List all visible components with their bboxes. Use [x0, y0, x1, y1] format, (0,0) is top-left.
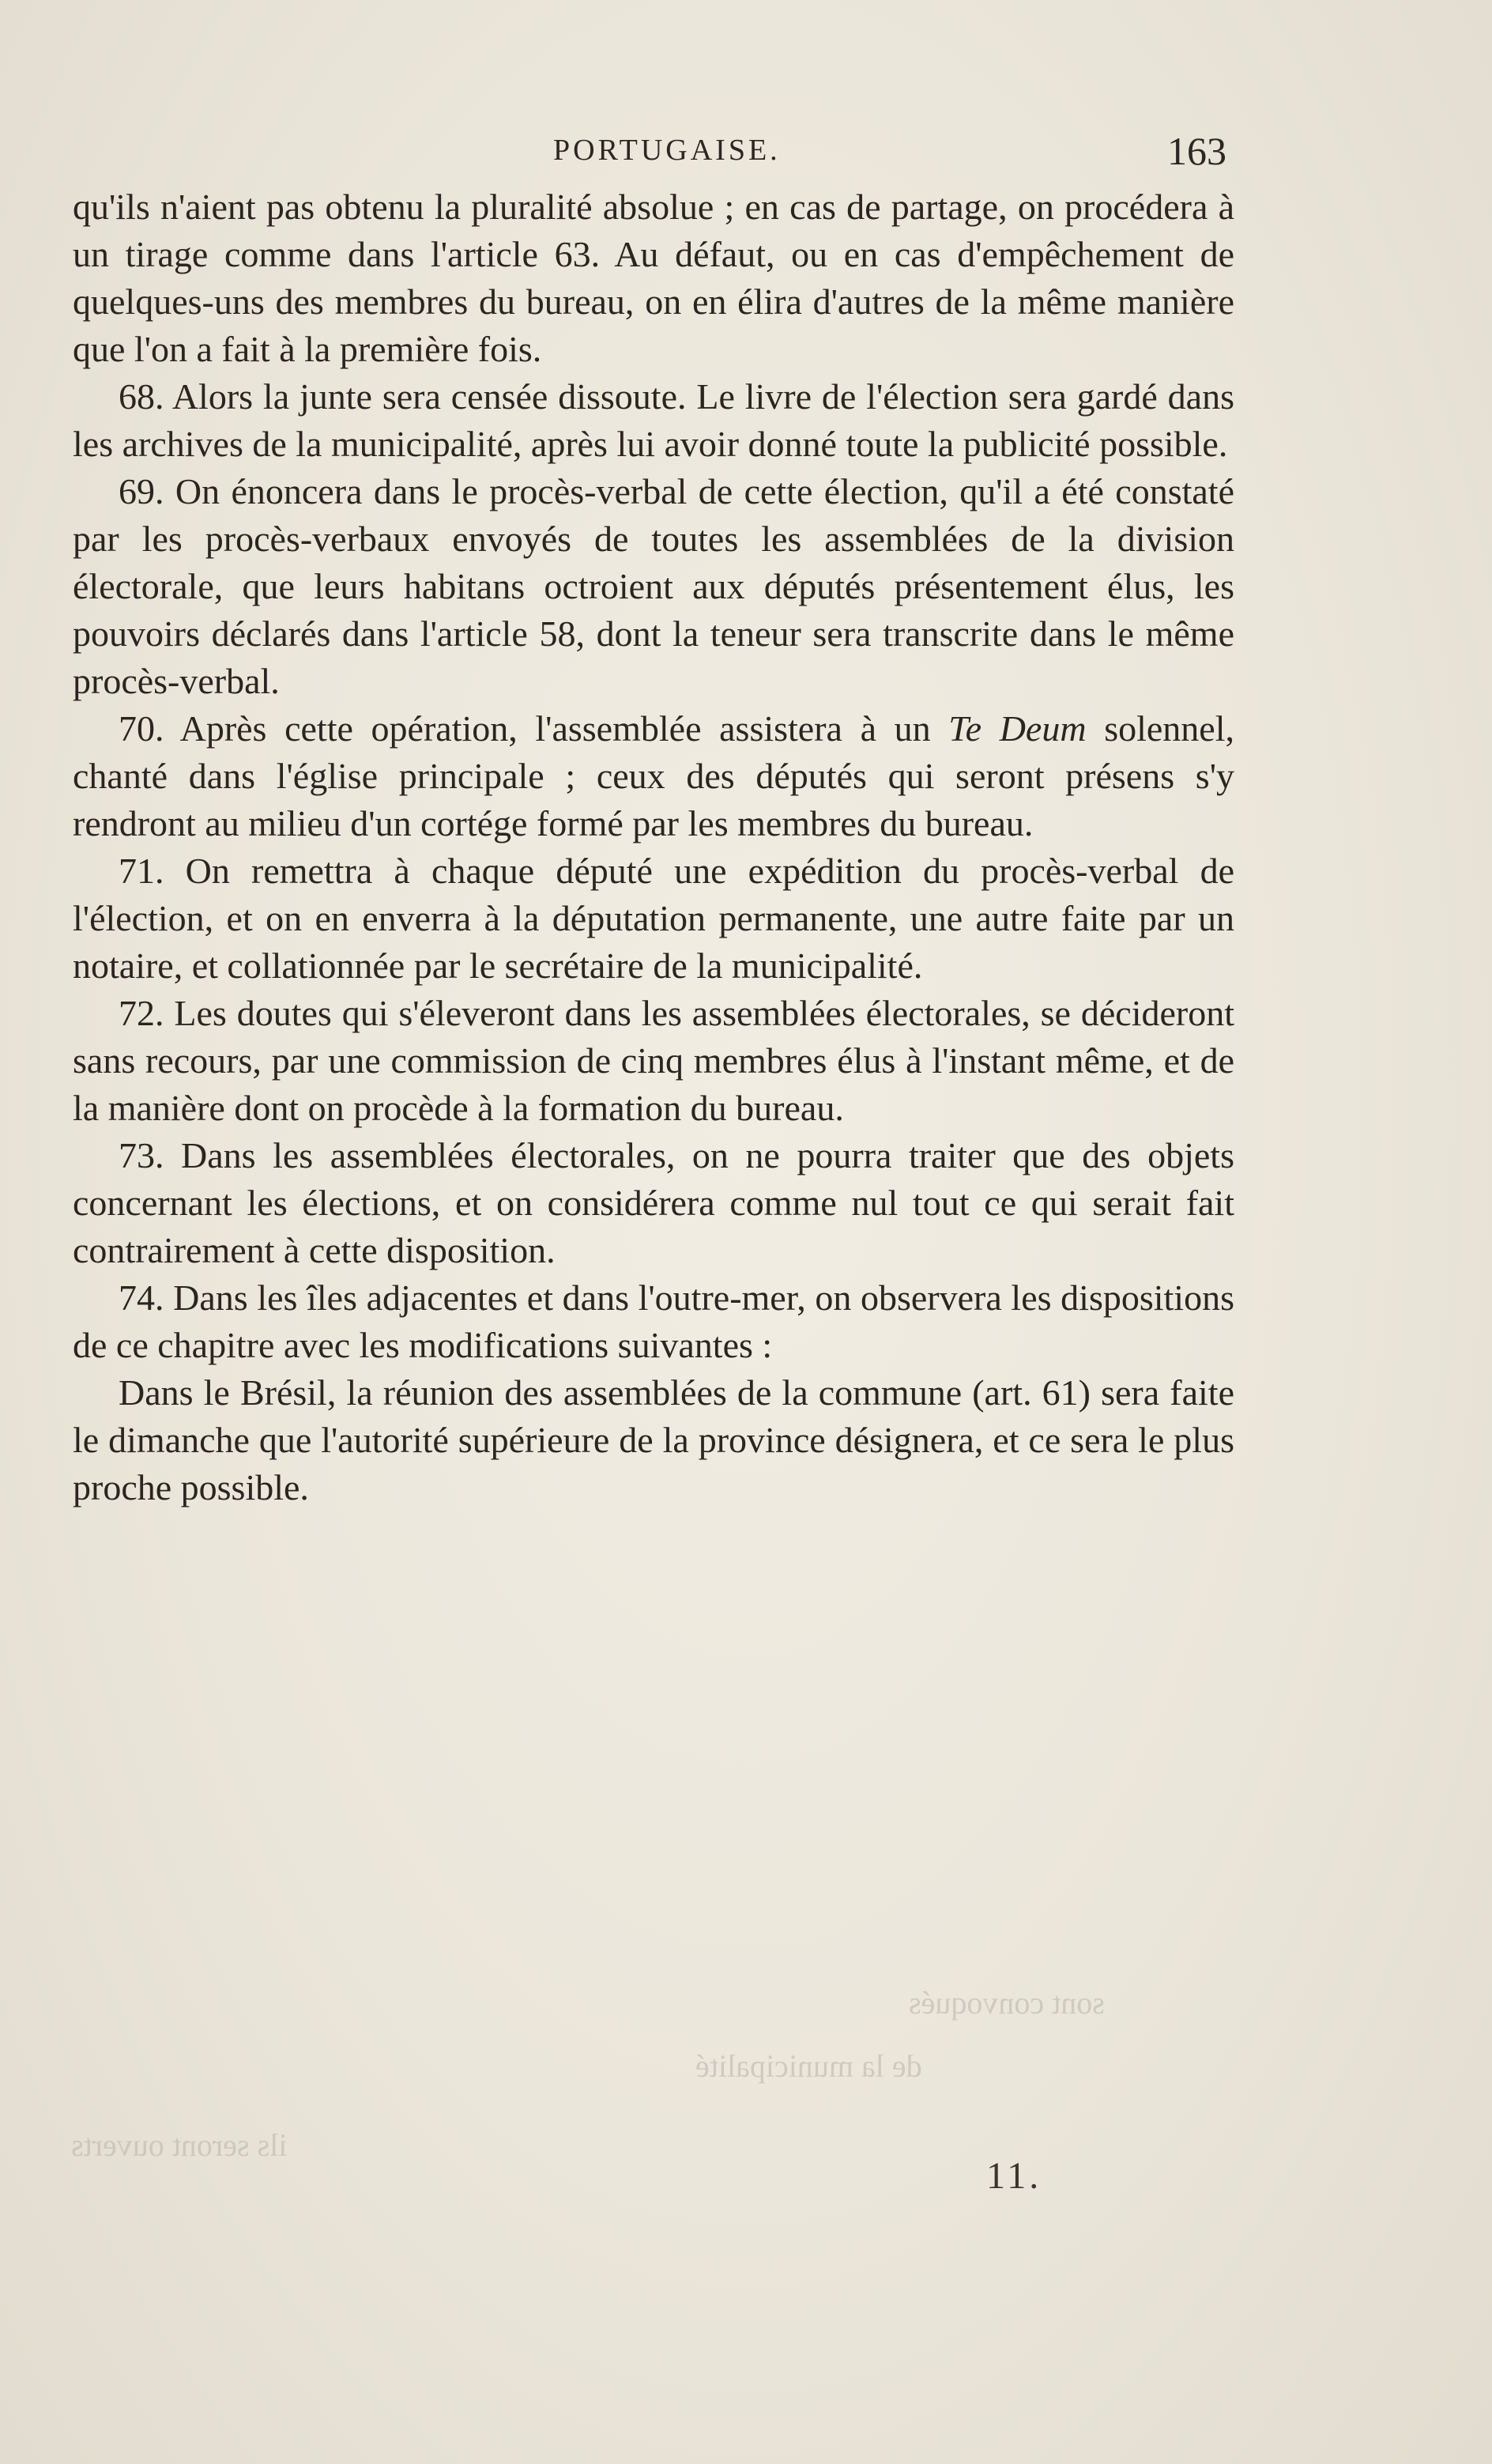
article-70 [73, 705, 1234, 847]
te-deum-italic: Te Deum [948, 708, 1087, 749]
paragraph-bresil: Dans le Brésil, la réunion des assemblées de la commune (art. 61) sera faite le dimanche que l'autorité supérieure de la province désignera, et ce sera le plus proche possible. [73, 1372, 1234, 1507]
bleed-through-line: de la municipalité [695, 2048, 922, 2084]
article-69: 69. On énoncera dans le procès-verbal de cette élection, qu'il a été constaté par les procès-verbaux envoyés de toutes les assemblées de la division électorale, que leurs habitans octroient aux députés présentement élus, les pouvoirs déclarés dans l'article 58, dont la teneur sera transcrite dans le même procès-verbal. [73, 471, 1234, 701]
signature-mark: 11. [986, 2155, 1042, 2197]
running-title: PORTUGAISE. [553, 134, 781, 167]
bleed-through-line: ils seront ouverts [71, 2127, 288, 2163]
article-70-text-end: solennel, chanté dans l'église principale ; ceux des députés qui seront présens s'y rendront au milieu d'un cortége formé par les membres du bureau. [73, 708, 1234, 843]
article-71: 71. On remettra à chaque député une expédition du procès-verbal de l'élection, et on en enverra à la députation permanente, une autre faite par un notaire, et collationnée par le secrétaire de la municipalité. [73, 851, 1234, 986]
article-68: 68. Alors la junte sera censée dissoute. Le livre de l'élection sera gardé dans les archives de la municipalité, après lui avoir donné toute la publicité possible. [73, 376, 1234, 464]
article-74: 74. Dans les îles adjacentes et dans l'outre-mer, on observera les dispositions de ce chapitre avec les modifications suivantes : [73, 1277, 1234, 1365]
page-number: 163 [1167, 129, 1226, 173]
body-text [73, 183, 1234, 1511]
article-73: 73. Dans les assemblées électorales, on ne pourra traiter que des objets concernant les élections, et on considérera comme nul tout ce qui serait fait contrairement à cette disposition. [73, 1135, 1234, 1270]
article-70-text-start: 70. Après cette opération, l'assemblée assistera à un [119, 708, 949, 749]
page-header [73, 129, 1234, 180]
bleed-through-line: sont convoqués [909, 1985, 1105, 2021]
paragraph-continuation: qu'ils n'aient pas obtenu la pluralité absolue ; en cas de partage, on procédera à un tirage comme dans l'article 63. Au défaut, ou en cas d'empêchement de quelques-uns des membres du bureau, on en élira d'autres de la même manière que l'on a fait à la première fois. [73, 187, 1234, 369]
article-72: 72. Les doutes qui s'éleveront dans les assemblées électorales, se décideront sans recours, par une commission de cinq membres élus à l'instant même, et de la manière dont on procède à la formation du bureau. [73, 993, 1234, 1128]
